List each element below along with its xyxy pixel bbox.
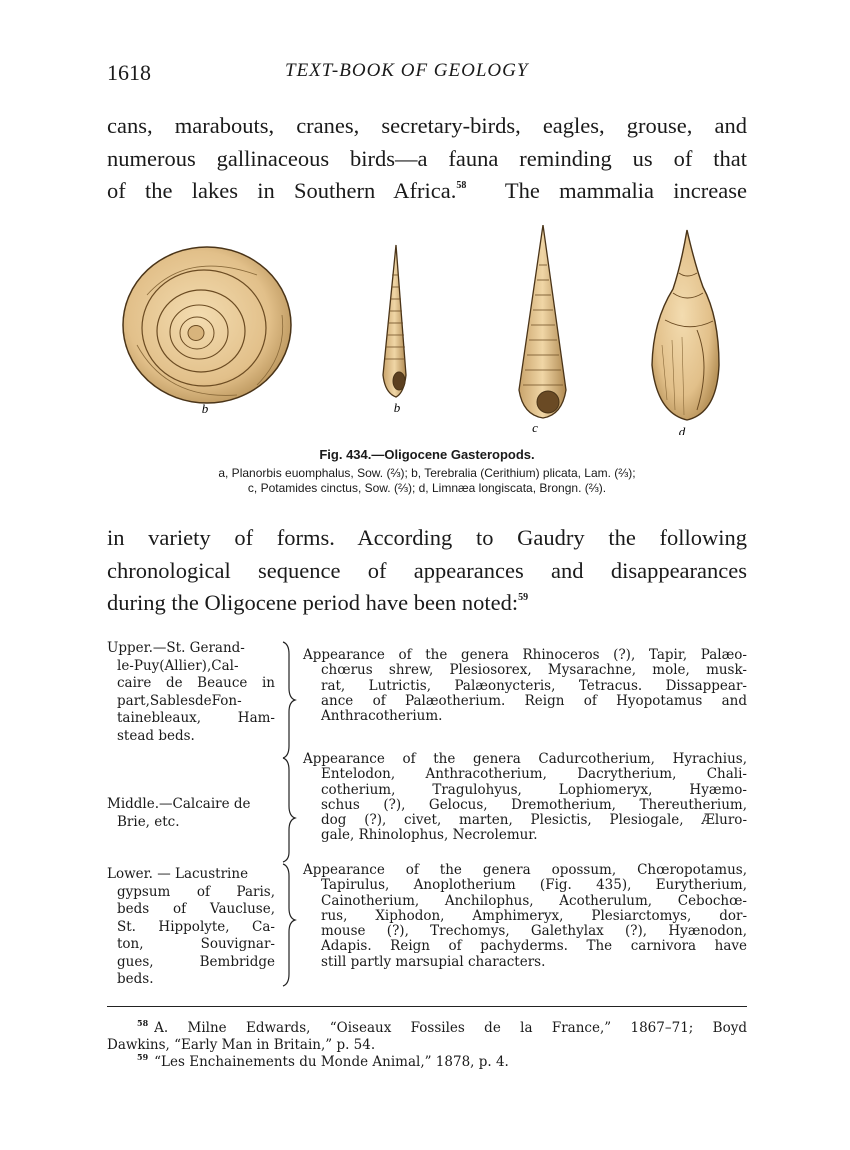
table-cell-line: Brie, etc. bbox=[117, 813, 180, 830]
paragraph-2 bbox=[107, 522, 747, 620]
lower-epoch-description bbox=[303, 863, 747, 970]
table-cell-line: Tapirulus, Anoplotherium (Fig. 435), Eurytherium, bbox=[321, 877, 747, 894]
figure-label-b: b bbox=[393, 400, 401, 415]
table-cell-line: chœrus shrew, Plesiosorex, Mysarachne, mole, musk- bbox=[321, 662, 747, 679]
table-cell-line: Entelodon, Anthracotherium, Dacrytherium, Chali- bbox=[321, 766, 747, 783]
table-cell-line: caire de Beauce in bbox=[117, 675, 275, 691]
terebralia-shell bbox=[383, 245, 406, 397]
legend-line: c, Potamides cinctus, Sow. (⅔); d, Limnæa longiscata, Brongn. (⅔). bbox=[247, 480, 607, 495]
figure-legend bbox=[107, 466, 747, 495]
text-line bbox=[107, 587, 747, 620]
chronology-table bbox=[107, 640, 747, 990]
page-header bbox=[107, 60, 747, 90]
table-cell-line: gypsum of Paris, bbox=[117, 883, 275, 900]
table-cell-line: schus (?), Gelocus, Dremotherium, Thereutherium, bbox=[321, 796, 747, 813]
table-cell-line: Upper.—St. Gerand- bbox=[107, 640, 245, 656]
table-cell-line: tainebleaux, Ham- bbox=[117, 710, 275, 726]
figure-label-d: d bbox=[678, 424, 686, 435]
table-cell-line: rat, Lutrictis, Palæonycteris, Tetracus. Dissappear- bbox=[321, 677, 747, 694]
table-cell-line: part,SablesdeFon- bbox=[117, 692, 242, 709]
text-line: cans, marabouts, cranes, secretary-birds, eagles, grouse, and bbox=[107, 113, 747, 138]
footnote-mark: 58 bbox=[137, 1018, 149, 1028]
lower-epoch-label bbox=[107, 866, 275, 989]
table-cell-line: Adapis. Reign of pachyderms. The carnivora have bbox=[321, 938, 747, 955]
table-cell-line: ton, Souvignar- bbox=[117, 936, 275, 952]
footnote-59 bbox=[107, 1054, 747, 1071]
table-cell-line: St. Hippolyte, Ca- bbox=[117, 918, 275, 935]
table-cell-line: dog (?), civet, marten, Plesictis, Plesiogale, Æluro- bbox=[321, 812, 747, 829]
planorbis-shell bbox=[123, 247, 291, 403]
table-cell-line: Appearance of the genera opossum, Chœropotamus, bbox=[303, 862, 747, 878]
text-fragment: of the lakes in Southern Africa. bbox=[107, 178, 457, 203]
brace-middle-left bbox=[283, 758, 295, 862]
footnote-mark: 59 bbox=[137, 1052, 149, 1062]
footnote-divider bbox=[107, 1006, 747, 1007]
table-cell-line: beds. bbox=[117, 971, 154, 987]
paragraph-1 bbox=[107, 110, 747, 208]
upper-epoch-label bbox=[107, 640, 275, 745]
text-line: numerous gallinaceous birds—a fauna reminding us of that bbox=[107, 145, 747, 171]
table-cell-line: le-Puy(Allier),Cal- bbox=[117, 657, 239, 674]
middle-epoch-label bbox=[107, 796, 275, 831]
figure-label-a: b bbox=[201, 401, 209, 416]
text-line: in variety of forms. According to Gaudry the following bbox=[107, 525, 747, 550]
text-line: chronological sequence of appearances and disappearances bbox=[107, 557, 747, 583]
table-cell-line: beds of Vaucluse, bbox=[117, 901, 275, 917]
running-title: TEXT-BOOK OF GEOLOGY bbox=[285, 60, 529, 81]
footnote-ref-58[interactable]: 58 bbox=[456, 180, 467, 191]
limnaea-shell bbox=[652, 230, 719, 420]
text-fragment: The mammalia increase bbox=[504, 178, 747, 203]
table-cell-line: cotherium, Tragulohyus, Lophiomeryx, Hyæmo- bbox=[321, 781, 747, 798]
text-line bbox=[107, 175, 747, 208]
table-cell-line: ance of Palæotherium. Reign of Hyopotamus and bbox=[321, 692, 747, 709]
footnote-58 bbox=[107, 1020, 747, 1037]
footnote-text: “Les Enchainements du Monde Animal,” 1878, p. 4. bbox=[154, 1054, 509, 1070]
gasteropod-illustrations bbox=[107, 225, 747, 435]
table-cell-line: stead beds. bbox=[117, 727, 195, 744]
footnote-ref-59[interactable]: 59 bbox=[518, 592, 529, 603]
potamides-shell bbox=[519, 225, 566, 418]
table-cell-line: gale, Rhinolophus, Necrolemur. bbox=[321, 827, 538, 844]
text-fragment: during the Oligocene period have been noted: bbox=[107, 590, 519, 615]
brace-lower-left bbox=[283, 864, 295, 986]
legend-line: a, Planorbis euomphalus, Sow. (⅔); b, Terebralia (Cerithium) plicata, Lam. (⅔); bbox=[218, 466, 636, 480]
table-cell-line: gues, Bembridge bbox=[117, 953, 275, 970]
table-cell-line: Cainotherium, Anchilophus, Acotherulum, Cebochœ- bbox=[321, 892, 747, 909]
table-cell-line: Anthracotherium. bbox=[321, 708, 443, 725]
table-cell-line: still partly marsupial characters. bbox=[321, 953, 546, 970]
footnotes bbox=[107, 1020, 747, 1071]
table-cell-line: mouse (?), Trechomys, Galethylax (?), Hyænodon, bbox=[321, 923, 747, 940]
table-cell-line: rus, Xiphodon, Amphimeryx, Plesiarctomys, dor- bbox=[321, 907, 747, 924]
page-number: 1618 bbox=[107, 60, 151, 85]
brace-upper-left bbox=[283, 642, 295, 758]
table-cell-line: Middle.—Calcaire de bbox=[107, 796, 251, 812]
footnote-text: A. Milne Edwards, “Oiseaux Fossiles de la France,” 1867–71; Boyd bbox=[154, 1020, 747, 1036]
table-cell-line: Appearance of the genera Rhinoceros (?), Tapir, Palæo- bbox=[303, 647, 747, 663]
footnote-58-continued: Dawkins, “Early Man in Britain,” p. 54. bbox=[107, 1037, 376, 1053]
figure-gasteropods bbox=[107, 225, 747, 435]
figure-label-c: c bbox=[532, 420, 538, 435]
figure-title: Fig. 434.—Oligocene Gasteropods. bbox=[319, 447, 535, 462]
upper-epoch-description bbox=[303, 648, 747, 724]
table-cell-line: Lower. — Lacustrine bbox=[107, 866, 249, 882]
middle-epoch-description bbox=[303, 752, 747, 844]
table-cell-line: Appearance of the genera Cadurcotherium, Hyrachius, bbox=[303, 751, 747, 767]
